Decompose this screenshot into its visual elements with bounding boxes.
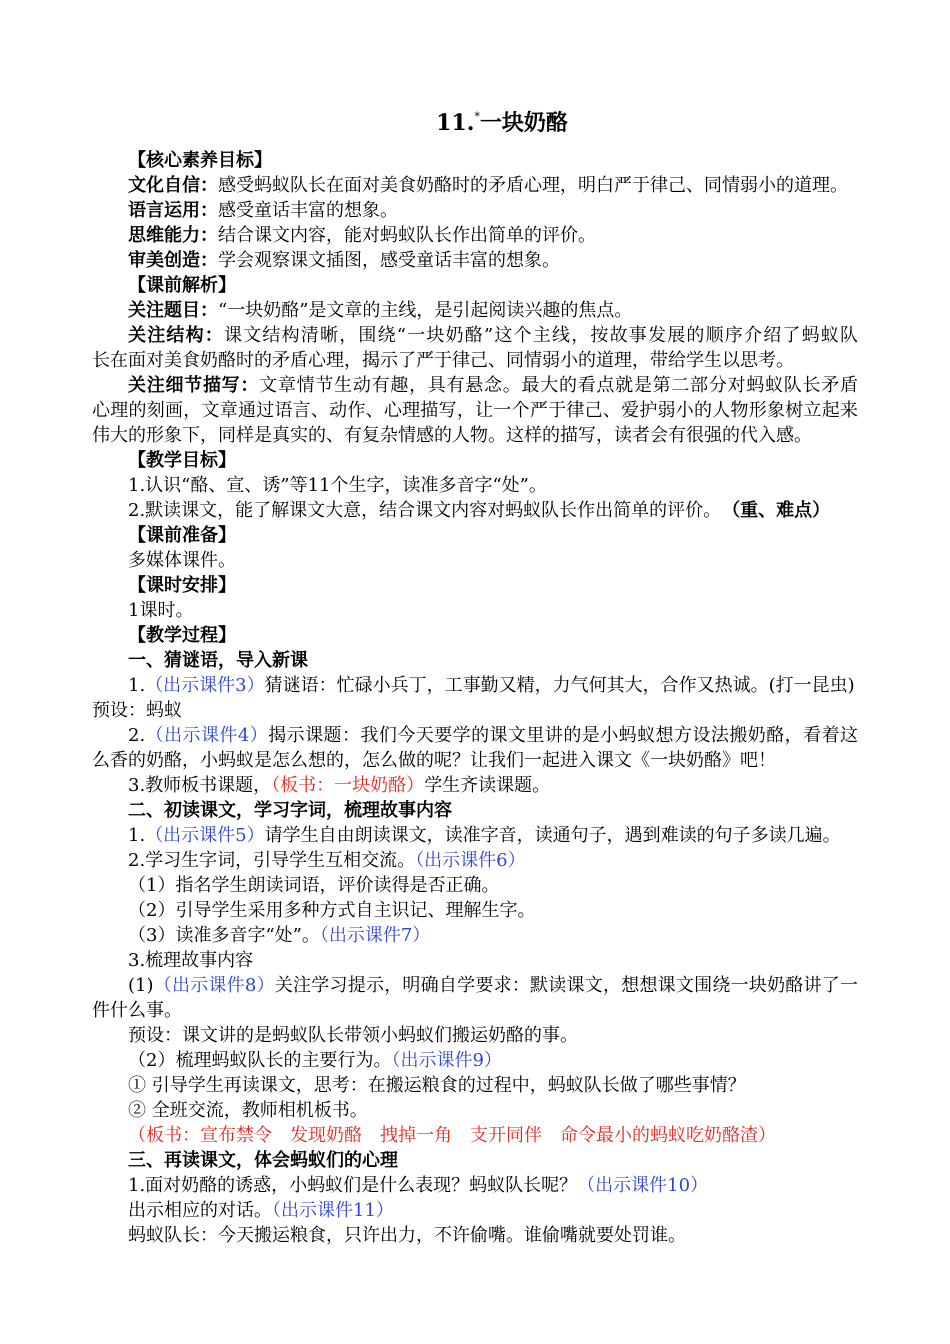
- courseware-ref: （出示课件7）: [319, 925, 431, 946]
- process-item: [92, 848, 858, 873]
- process-subitem: （1）指名学生朗读词语，评价读得是否正确。: [128, 875, 500, 896]
- optional-lesson-mark: *: [474, 110, 480, 123]
- analysis-detail-continued: 心理的刻画，文章通过语言、动作、心理描写，让一个严于律己、爱护弱小的人物形象树立起来: [92, 400, 858, 421]
- process-item: [92, 723, 858, 748]
- heading-schedule: 【课时安排】: [128, 575, 236, 596]
- core-goal-thinking: [92, 223, 858, 248]
- preparation-text: 多媒体课件。: [128, 550, 236, 571]
- analysis-text: “一块奶酪”是文章的主线，是引起阅读兴趣的焦点。: [218, 300, 633, 321]
- analysis-structure-focus: [92, 323, 858, 348]
- preset-answer: 预设：课文讲的是蚂蚁队长带领小蚂蚁们搬运奶酪的事。: [128, 1025, 578, 1046]
- process-item: [92, 823, 858, 848]
- courseware-ref: （出示课件8）: [153, 975, 275, 996]
- analysis-text: 课文结构清晰，围绕“一块奶酪”这个主线，按故事发展的顺序介绍了蚂蚁队: [224, 325, 858, 346]
- process-item: [92, 1173, 858, 1198]
- lesson-title: [92, 108, 858, 138]
- item-text: 猜谜语：忙碌小兵丁，工事勤又精，力气何其大，合作又热诚。(打一昆虫): [264, 675, 855, 696]
- analysis-detail-focus: [92, 373, 858, 398]
- item-text: 1.面对奶酪的诱惑，小蚂蚁们是什么表现？蚂蚁队长呢？: [128, 1175, 578, 1196]
- goal-label: 文化自信：: [128, 175, 218, 196]
- analysis-label: 关注结构：: [128, 325, 224, 346]
- circled-step-1: ① 引导学生再读课文，思考：在搬运粮食的过程中，蚂蚁队长做了哪些事情？: [128, 1075, 746, 1096]
- board-note: （板书：宣布禁令 发现奶酪 拽掉一角 支开同伴 命令最小的蚂蚁吃奶酪渣）: [128, 1125, 776, 1146]
- process-subitem: （2）引导学生采用多种方式自主识记、理解生字。: [128, 900, 536, 921]
- courseware-ref: （出示课件4）: [145, 725, 269, 746]
- heading-core-goals: 【核心素养目标】: [128, 150, 272, 171]
- item-text: 3.教师板书课题，: [128, 775, 272, 796]
- board-note: （板书：一块奶酪）: [271, 775, 425, 796]
- analysis-text: 文章情节生动有趣，具有悬念。最大的看点就是第二部分对蚂蚁队长矛盾: [259, 375, 859, 396]
- circled-step-2: ② 全班交流，教师相机板书。: [128, 1100, 368, 1121]
- goal-text: 感受童话丰富的想象。: [218, 200, 398, 221]
- heading-pre-analysis: 【课前解析】: [128, 275, 236, 296]
- item-text: 关注学习提示，明确自学要求：默读课文，想想课文围绕一块奶酪讲了一: [274, 975, 859, 996]
- core-goal-aesthetics: [92, 248, 858, 273]
- goal-label: 审美创造：: [128, 250, 218, 271]
- teaching-goal-text: 2.默读课文，能了解课文大意，结合课文内容对蚂蚁队长作出简单的评价。: [128, 500, 722, 521]
- process-subitem: [92, 973, 858, 998]
- goal-text: 感受蚂蚁队长在面对美食奶酪时的矛盾心理，明白严于律己、同情弱小的道理。: [218, 175, 848, 196]
- item-text: 请学生自由朗读课文，读准字音，读通句子，遇到难读的句子多读几遍。: [264, 825, 841, 846]
- teaching-goal-1: 1.认识“酪、宣、诱”等11个生字，读准多音字“处”。: [128, 475, 547, 496]
- analysis-label: 关注细节描写：: [128, 375, 260, 396]
- heading-preparation: 【课前准备】: [128, 525, 236, 546]
- process-step-1-title: 一、猜谜语，导入新课: [128, 650, 308, 671]
- dialogue-line: 蚂蚁队长：今天搬运粮食，只许出力，不许偷嘴。谁偷嘴就要处罚谁。: [128, 1225, 686, 1246]
- goal-label: 思维能力：: [128, 225, 218, 246]
- process-item: [92, 673, 858, 698]
- courseware-ref: （出示课件6）: [415, 850, 526, 871]
- courseware-ref: （出示课件10）: [577, 1175, 709, 1196]
- core-goal-cultural-confidence: [92, 173, 858, 198]
- heading-teaching-goals: 【教学目标】: [128, 450, 236, 471]
- process-item: [92, 1198, 858, 1223]
- item-text: 出示相应的对话。: [128, 1200, 272, 1221]
- lesson-number: 11.: [436, 110, 475, 136]
- process-subitem: [92, 1048, 858, 1073]
- item-text: 揭示课题：我们今天要学的课文里讲的是小蚂蚁想方设法搬奶酪，看着这: [268, 725, 858, 746]
- teaching-goal-2: [92, 498, 858, 523]
- item-number: 2.: [128, 725, 146, 746]
- item-text: （3）读准多音字“处”。: [128, 925, 320, 946]
- core-goal-language-use: [92, 198, 858, 223]
- process-subitem-continued: 件什么事。: [92, 1000, 182, 1021]
- analysis-detail-continued: 伟大的形象下，同样是真实的、有复杂情感的人物。这样的描写，读者会有很强的代入感。: [92, 425, 812, 446]
- analysis-structure-continued: 长在面对美食奶酪时的矛盾心理，揭示了严于律己、同情弱小的道理，带给学生以思考。: [92, 350, 794, 371]
- schedule-text: 1课时。: [128, 600, 194, 621]
- process-item: 3.梳理故事内容: [128, 950, 254, 971]
- key-difficulty-tag: （重、难点）: [731, 500, 831, 521]
- courseware-ref: （出示课件11）: [272, 1200, 394, 1221]
- item-text: （2）梳理蚂蚁队长的主要行为。: [128, 1050, 392, 1071]
- courseware-ref: （出示课件3）: [145, 675, 265, 696]
- lesson-plan: [92, 108, 858, 1248]
- courseware-ref: （出示课件5）: [145, 825, 265, 846]
- analysis-title-focus: [92, 298, 858, 323]
- item-number: (1): [128, 975, 154, 996]
- goal-text: 结合课文内容，能对蚂蚁队长作出简单的评价。: [218, 225, 596, 246]
- process-subitem: [92, 923, 858, 948]
- process-step-3-title: 三、再读课文，体会蚂蚁们的心理: [128, 1150, 398, 1171]
- analysis-label: 关注题目：: [128, 300, 218, 321]
- item-text: 学生齐读课题。: [424, 775, 551, 796]
- process-item-continued: 么香的奶酪，小蚂蚁是怎么想的，怎么做的呢？让我们一起进入课文《一块奶酪》吧！: [92, 750, 776, 771]
- goal-text: 学会观察课文插图，感受童话丰富的想象。: [218, 250, 560, 271]
- goal-label: 语言运用：: [128, 200, 218, 221]
- item-number: 1.: [128, 675, 146, 696]
- process-step-2-title: 二、初读课文，学习字词，梳理故事内容: [128, 800, 452, 821]
- heading-teaching-process: 【教学过程】: [128, 625, 236, 646]
- preset-answer: 预设：蚂蚁: [92, 700, 182, 721]
- item-number: 1.: [128, 825, 146, 846]
- courseware-ref: （出示课件9）: [391, 1050, 502, 1071]
- lesson-title-text: 一块奶酪: [479, 110, 568, 136]
- process-item: [92, 773, 858, 798]
- item-text: 2.学习生字词，引导学生互相交流。: [128, 850, 416, 871]
